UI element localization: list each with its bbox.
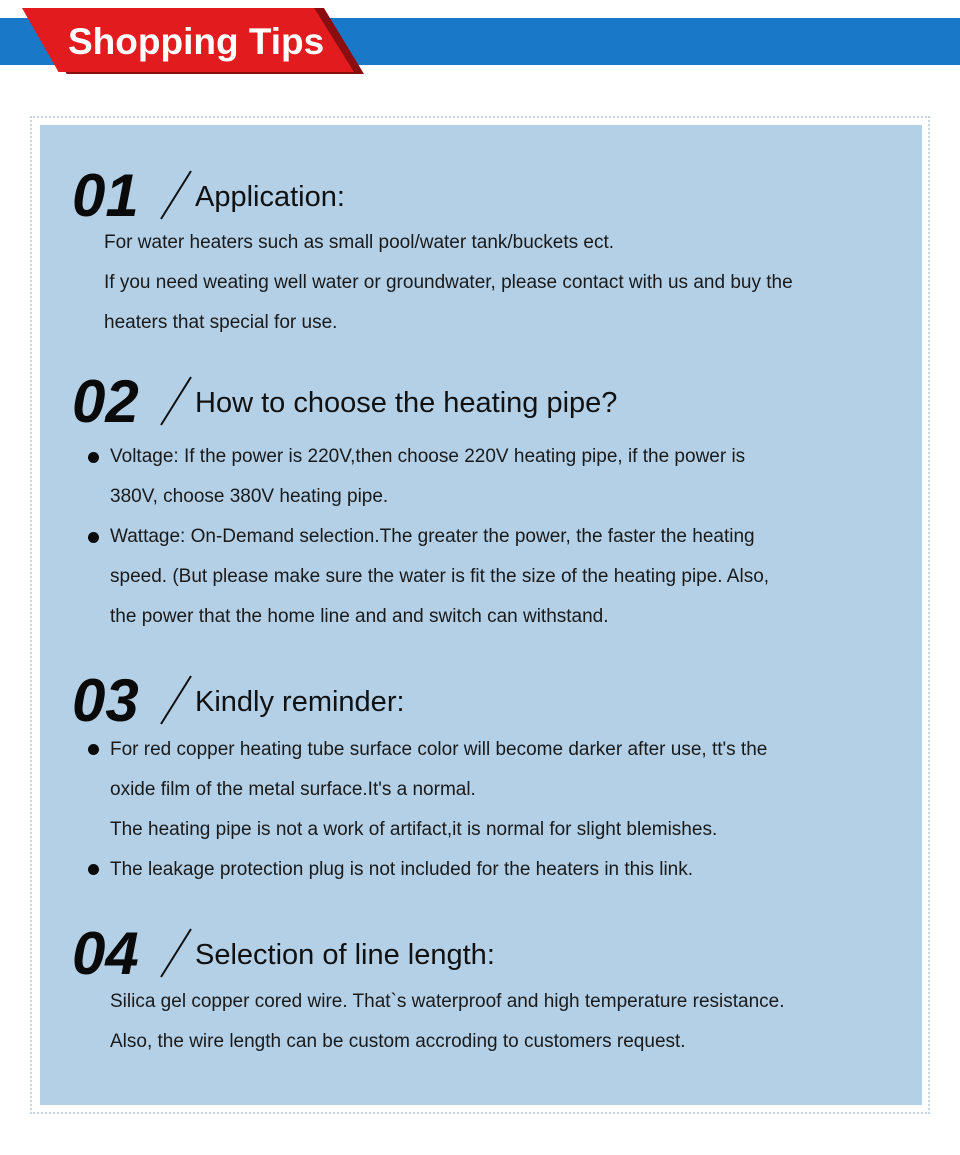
- section-number: 01: [72, 162, 139, 229]
- content-panel: [40, 125, 922, 1105]
- section-heading: Selection of line length:: [195, 939, 495, 971]
- slash-divider-icon: [155, 167, 195, 223]
- section-number: 03: [72, 667, 139, 734]
- bullet-dot-icon: [88, 744, 99, 755]
- bullet-text-line: speed. (But please make sure the water is fit the size of the heating pipe. Also,: [110, 566, 770, 587]
- slash-divider-icon: [155, 373, 195, 429]
- section-text-line: heaters that special for use.: [104, 312, 338, 333]
- bullet-dot-icon: [88, 864, 99, 875]
- bullet-dot-icon: [88, 452, 99, 463]
- section-text-line: Silica gel copper cored wire. That`s waterproof and high temperature resistance.: [110, 991, 785, 1012]
- section-number: 02: [72, 368, 139, 435]
- bullet-text-line: The leakage protection plug is not included for the heaters in this link.: [110, 859, 694, 880]
- section-heading: Kindly reminder:: [195, 686, 405, 718]
- slash-divider-icon: [155, 925, 195, 981]
- bullet-text-line: oxide film of the metal surface.It's a normal.: [110, 779, 476, 800]
- section-heading: How to choose the heating pipe?: [195, 387, 618, 419]
- bullet-text-line: 380V, choose 380V heating pipe.: [110, 486, 389, 507]
- section-text-line: If you need weating well water or groundwater, please contact with us and buy the: [104, 272, 793, 293]
- section-heading: Application:: [195, 181, 345, 213]
- bullet-text-line: Voltage: If the power is 220V,then choose 220V heating pipe, if the power is: [110, 446, 746, 467]
- section-text-line: For water heaters such as small pool/water tank/buckets ect.: [104, 232, 615, 253]
- page-title: Shopping Tips: [68, 21, 325, 62]
- section-number: 04: [72, 920, 139, 987]
- bullet-text-line: The heating pipe is not a work of artifact,it is normal for slight blemishes.: [110, 819, 718, 840]
- section-text-line: Also, the wire length can be custom accroding to customers request.: [110, 1031, 686, 1052]
- slash-divider-icon: [155, 672, 195, 728]
- bullet-text-line: Wattage: On-Demand selection.The greater the power, the faster the heating: [110, 526, 755, 547]
- bullet-text-line: the power that the home line and and switch can withstand.: [110, 606, 609, 627]
- bullet-dot-icon: [88, 532, 99, 543]
- bullet-text-line: For red copper heating tube surface color will become darker after use, tt's the: [110, 739, 768, 760]
